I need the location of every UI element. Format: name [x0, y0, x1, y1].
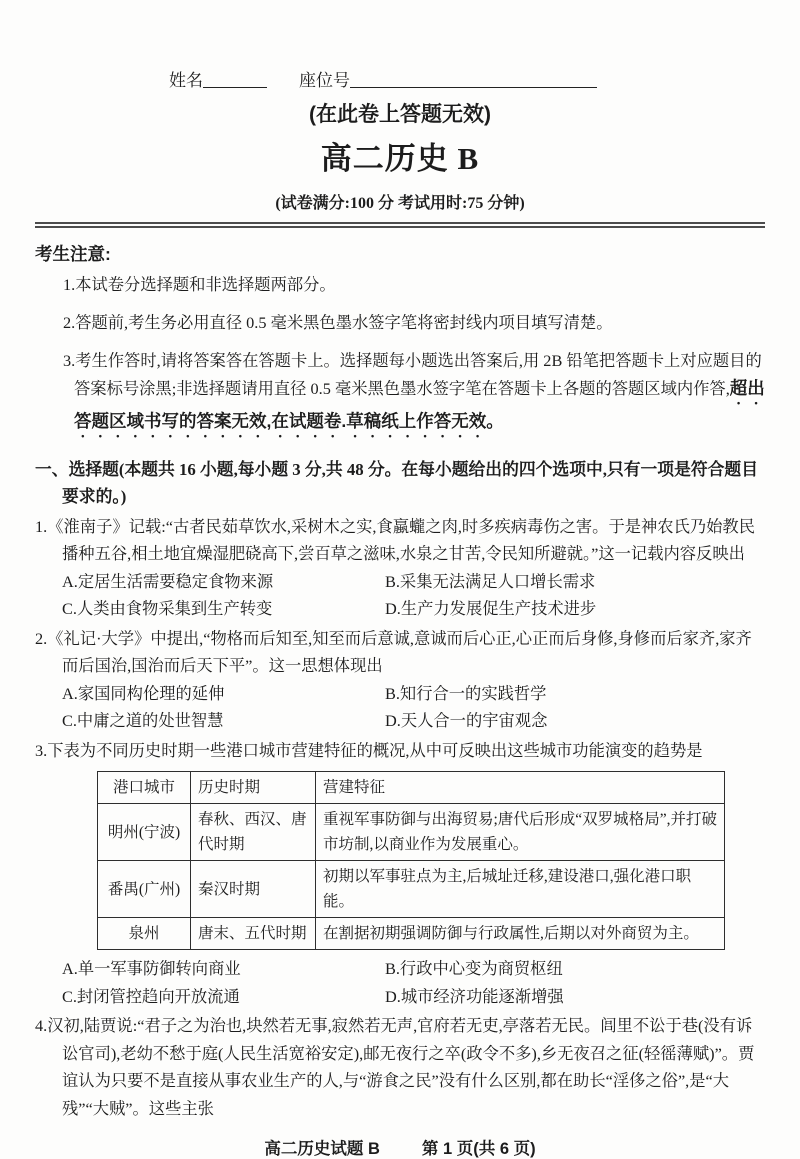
footer-page-info: 第 1 页(共 6 页) — [421, 1140, 536, 1158]
table-row-1-period: 春秋、西汉、唐代时期 — [191, 804, 316, 861]
table-header-row — [98, 772, 725, 804]
question-2 — [35, 625, 765, 735]
question-4 — [35, 1012, 765, 1122]
double-rule-divider — [35, 222, 765, 228]
question-3-number: 3. — [35, 740, 48, 760]
table-row — [98, 804, 725, 861]
table-header-period: 历史时期 — [191, 772, 316, 804]
question-1-option-c: C.人类由食物采集到生产转变 — [62, 599, 273, 618]
table-row — [98, 918, 725, 950]
question-4-number: 4. — [35, 1016, 48, 1035]
notice-list — [63, 271, 765, 441]
question-4-stem — [35, 1012, 765, 1122]
port-cities-table — [97, 771, 725, 950]
question-2-option-b: B.知行合一的实践哲学 — [385, 683, 547, 703]
page-title: 高二历史 B — [320, 141, 480, 176]
table-row-1-city: 明州(宁波) — [98, 804, 191, 861]
question-4-text: 汉初,陆贾说:“君子之为治也,块然若无事,寂然若无声,官府若无吏,亭落若无民。闾里不讼于巷(没有诉讼官司),老幼不愁于庭(人民生活宽裕安定),邮无夜行之卒(政令不多),乡无夜召之征(轻徭薄赋)”。贾谊认为只要不是直接从事农业生产的人,与“游食之民”没有什么区别,都在助长“淫侈之俗”,是“大残”“大贼”。这些主张 — [47, 1016, 755, 1118]
seat-label: 座位号 — [299, 71, 350, 90]
question-3-options-row-2 — [62, 983, 765, 1011]
table-row-3-city: 泉州 — [98, 918, 191, 950]
table-header-feature: 营建特征 — [316, 772, 725, 804]
question-1 — [35, 513, 765, 623]
question-1-options-row-2 — [62, 595, 765, 623]
question-2-option-a: A.家国同构伦理的延伸 — [62, 683, 225, 703]
question-2-number: 2. — [35, 628, 48, 648]
invalid-answer-notice: (在此卷上答题无效) — [309, 103, 491, 126]
table-row-2-period: 秦汉时期 — [191, 861, 316, 918]
question-3-stem — [35, 737, 765, 765]
question-1-option-a: A.定居生活需要稳定食物来源 — [62, 571, 274, 591]
question-3-option-d: D.城市经济功能逐渐增强 — [385, 986, 564, 1006]
question-1-option-d: D.生产力发展促生产技术进步 — [385, 599, 597, 618]
question-3-options-row-1 — [62, 955, 765, 983]
header-blanks-row — [169, 66, 765, 91]
question-3-option-c: C.封闭管控趋向开放流通 — [62, 986, 240, 1006]
notice-heading: 考生注意: — [35, 244, 111, 264]
question-2-options-row-2 — [62, 707, 765, 735]
question-2-option-d: D.天人合一的宇宙观念 — [385, 711, 548, 730]
question-1-option-b: B.采集无法满足人口增长需求 — [385, 571, 596, 591]
notice-item-3-emphasis: 超出答题区域书写的答案无效,在试题卷.草稿纸上作答无效。 — [74, 377, 765, 431]
table-header-city: 港口城市 — [98, 772, 191, 804]
table-row-3-period: 唐末、五代时期 — [191, 918, 316, 950]
table-row-2-feature: 初期以军事驻点为主,后城址迁移,建设港口,强化港口职能。 — [316, 861, 725, 918]
question-1-number: 1. — [35, 516, 48, 536]
table-row-1-feature: 重视军事防御与出海贸易;唐代后形成“双罗城格局”,并打破市坊制,以商业作为发展重心。 — [316, 804, 725, 861]
notice-item-2-text: 2.答题前,考生务必用直径 0.5 毫米黑色墨水签字笔将密封线内项目填写清楚。 — [63, 313, 613, 332]
question-3-option-b: B.行政中心变为商贸枢纽 — [385, 959, 563, 978]
table-row-2-city: 番禺(广州) — [98, 861, 191, 918]
notice-item-3 — [63, 347, 765, 441]
notice-item-2 — [63, 309, 765, 342]
seat-blank-line — [350, 71, 597, 88]
footer-doc-title: 高二历史试题 B — [264, 1140, 380, 1158]
notice-item-3-text: 3.考生作答时,请将答案答在答题卡上。选择题每小题选出答案后,用 2B 铅笔把答题卡上对应题目的答案标号涂黑;非选择题请用直径 0.5 毫米黑色墨水签字笔在答题卡上各题的答题区域内作答, — [63, 351, 762, 398]
question-1-text: 《淮南子》记载:“古者民茹草饮水,采树木之实,食蠃蠬之肉,时多疾病毒伤之害。于是神农氏乃始教民播种五谷,相土地宜燥湿肥硗高下,尝百草之滋味,水泉之甘苦,令民知所避就。”这一记载内容反映出 — [47, 516, 755, 563]
question-2-option-c: C.中庸之道的处世智慧 — [62, 711, 224, 730]
question-3-options — [35, 955, 765, 1010]
question-2-options — [35, 680, 765, 735]
name-blank-line — [203, 71, 267, 88]
question-3 — [35, 737, 765, 1011]
name-label: 姓名 — [169, 71, 203, 90]
question-2-stem — [35, 625, 765, 680]
notice-item-1-text: 1.本试卷分选择题和非选择题两部分。 — [63, 275, 336, 294]
question-3-text: 下表为不同历史时期一些港口城市营建特征的概况,从中可反映出这些城市功能演变的趋势是 — [47, 740, 703, 760]
question-1-options-row-1 — [62, 568, 765, 596]
section-one-heading: 一、选择题(本题共 16 小题,每小题 3 分,共 48 分。在每小题给出的四个选项中,只有一项是符合题目要求的。) — [35, 459, 758, 506]
exam-score-time-info: (试卷满分:100 分 考试用时:75 分钟) — [275, 195, 525, 212]
question-1-options — [35, 568, 765, 623]
question-3-option-a: A.单一军事防御转向商业 — [62, 959, 241, 978]
notice-item-1 — [63, 271, 765, 304]
page-footer — [35, 1135, 765, 1159]
question-2-options-row-1 — [62, 680, 765, 708]
table-row-3-feature: 在割据初期强调防御与行政属性,后期以对外商贸为主。 — [316, 918, 725, 950]
question-2-text: 《礼记·大学》中提出,“物格而后知至,知至而后意诚,意诚而后心正,心正而后身修,身修而后家齐,家齐而后国治,国治而后天下平”。这一思想体现出 — [47, 628, 752, 675]
table-row — [98, 861, 725, 918]
question-1-stem — [35, 513, 765, 568]
